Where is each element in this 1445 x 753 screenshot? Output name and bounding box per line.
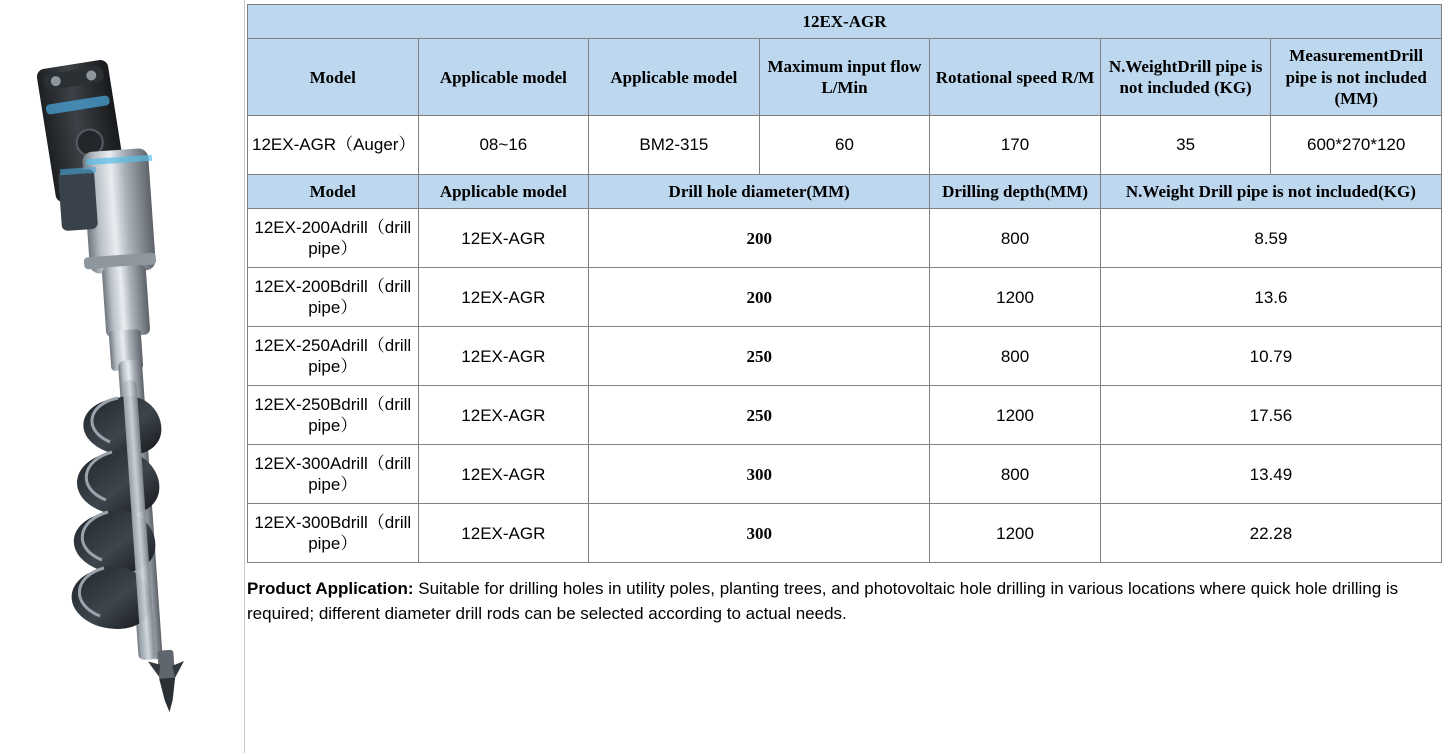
header-applicable-model-2: Applicable model [589,39,760,116]
cell-pipe-weight: 13.49 [1100,445,1441,504]
table-row [248,209,1442,268]
cell-applicable-model-2: BM2-315 [589,116,760,175]
cell-pipe-weight: 13.6 [1100,268,1441,327]
cell-pipe-weight: 17.56 [1100,386,1441,445]
machine-data-row [248,116,1442,175]
cell-pipe-applicable: 12EX-AGR [418,504,589,563]
auger-illustration [0,0,244,753]
specification-table [247,4,1442,563]
product-application-text: Suitable for drilling holes in utility poles, planting trees, and photovoltaic hole drilling in various locations where quick hole drilling is required; different diameter drill rods can be selected according to actual needs. [247,579,1399,623]
cell-pipe-model: 12EX-250Adrill（drill pipe） [248,327,419,386]
cell-pipe-model: 12EX-300Adrill（drill pipe） [248,445,419,504]
cell-applicable-model-1: 08~16 [418,116,589,175]
cell-pipe-model: 12EX-250Bdrill（drill pipe） [248,386,419,445]
table-title-row [248,5,1442,39]
cell-pipe-diameter: 200 [589,268,930,327]
table-row [248,327,1442,386]
cell-pipe-applicable: 12EX-AGR [418,268,589,327]
header-measurement: MeasurementDrill pipe is not included (MM) [1271,39,1442,116]
cell-pipe-applicable: 12EX-AGR [418,209,589,268]
cell-pipe-diameter: 250 [589,327,930,386]
cell-pipe-model: 12EX-200Adrill（drill pipe） [248,209,419,268]
cell-pipe-diameter: 250 [589,386,930,445]
table-row [248,504,1442,563]
cell-pipe-model: 12EX-300Bdrill（drill pipe） [248,504,419,563]
cell-pipe-depth: 1200 [930,268,1101,327]
cell-pipe-depth: 800 [930,209,1101,268]
table-row [248,268,1442,327]
cell-pipe-depth: 1200 [930,504,1101,563]
pipe-header-applicable-model: Applicable model [418,175,589,209]
cell-pipe-depth: 800 [930,327,1101,386]
pipe-header-model: Model [248,175,419,209]
cell-pipe-diameter: 300 [589,445,930,504]
cell-pipe-depth: 1200 [930,386,1101,445]
cell-pipe-applicable: 12EX-AGR [418,327,589,386]
header-applicable-model-1: Applicable model [418,39,589,116]
header-rotational-speed: Rotational speed R/M [930,39,1101,116]
table-title: 12EX-AGR [248,5,1442,39]
product-application-label: Product Application: [247,579,414,599]
cell-pipe-applicable: 12EX-AGR [418,445,589,504]
cell-model: 12EX-AGR（Auger） [248,116,419,175]
machine-header-row [248,39,1442,116]
cell-pipe-depth: 800 [930,445,1101,504]
header-model: Model [248,39,419,116]
header-net-weight: N.WeightDrill pipe is not included (KG) [1100,39,1271,116]
product-application-note [247,577,1437,626]
cell-pipe-weight: 22.28 [1100,504,1441,563]
cell-pipe-diameter: 200 [589,209,930,268]
table-row [248,386,1442,445]
pipe-header-row [248,175,1442,209]
spec-content [245,0,1445,753]
cell-pipe-model: 12EX-200Bdrill（drill pipe） [248,268,419,327]
pipe-header-drilling-depth: Drilling depth(MM) [930,175,1101,209]
cell-max-input-flow: 60 [759,116,930,175]
cell-pipe-applicable: 12EX-AGR [418,386,589,445]
product-image-panel [0,0,245,753]
cell-pipe-weight: 10.79 [1100,327,1441,386]
cell-net-weight: 35 [1100,116,1271,175]
header-max-input-flow: Maximum input flow L/Min [759,39,930,116]
cell-pipe-weight: 8.59 [1100,209,1441,268]
cell-measurement: 600*270*120 [1271,116,1442,175]
cell-rotational-speed: 170 [930,116,1101,175]
pipe-header-net-weight: N.Weight Drill pipe is not included(KG) [1100,175,1441,209]
pipe-header-drill-hole-diameter: Drill hole diameter(MM) [589,175,930,209]
cell-pipe-diameter: 300 [589,504,930,563]
table-row [248,445,1442,504]
